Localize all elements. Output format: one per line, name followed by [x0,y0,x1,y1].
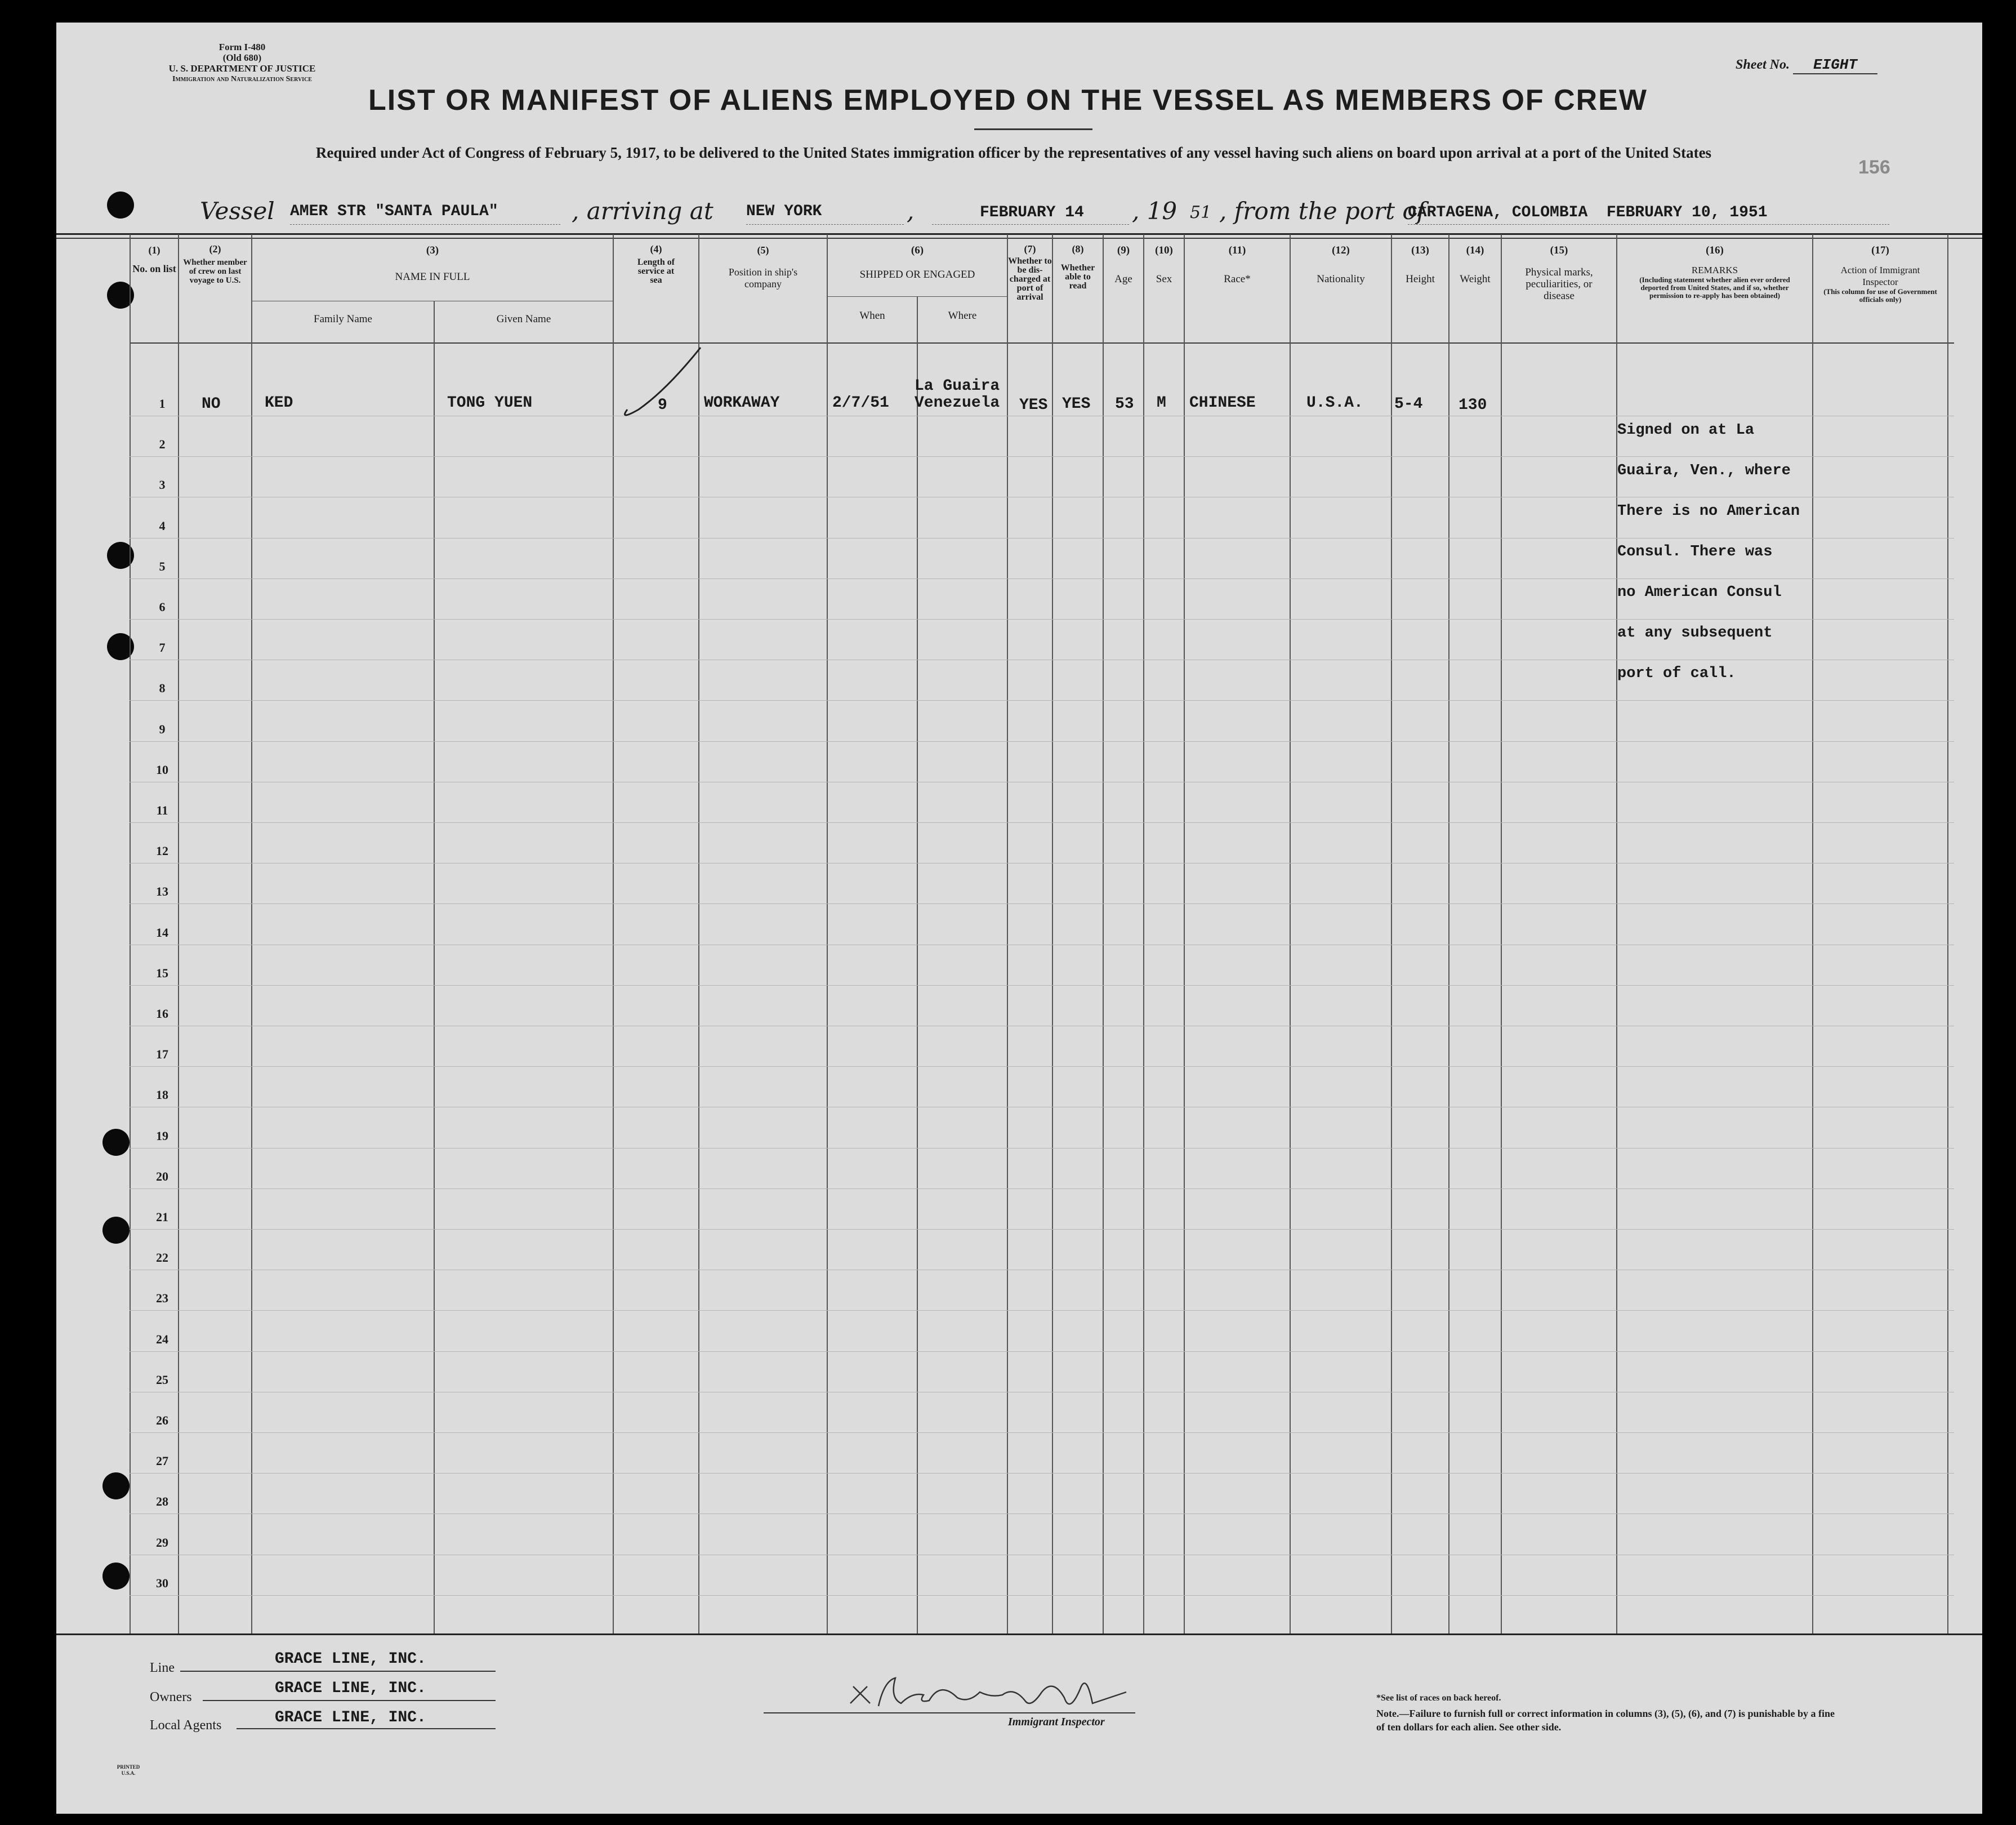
table-top-border [56,233,1982,235]
column-divider [1143,234,1144,1633]
column-divider [1391,234,1392,1633]
agents-label: Local Agents [150,1718,222,1733]
column-divider [251,234,252,1633]
row-number: 27 [156,1454,168,1468]
punch-hole [107,192,134,219]
races-note: *See list of races on back hereof. [1376,1693,1501,1703]
date-underline [932,224,1129,225]
column-divider [434,301,435,1633]
vessel-underline [290,224,560,225]
arriving-underline [746,224,904,225]
row-number: 15 [156,965,168,980]
column-divider [1007,234,1008,1633]
sheet-value: EIGHT [1793,56,1877,74]
row-rule [130,1310,1954,1311]
year-suffix: 51 [1190,203,1212,222]
row-number: 11 [156,803,168,817]
sheet-number [1736,56,1877,74]
inspector-label: Immigrant Inspector [1008,1716,1105,1728]
col-11-header: (11) Race* [1224,244,1251,285]
sheet-label: Sheet No. [1736,57,1790,72]
date-separator: , [907,197,915,225]
weight-value: 130 [1459,397,1487,414]
year-prefix: , 19 [1132,197,1178,225]
row-rule [130,985,1954,986]
port-underline [1408,224,1889,225]
length-of-service-value: 9 [658,397,667,414]
arriving-label: , arriving at [572,197,713,225]
shipped-where-line-1: La Guaira [915,377,1000,395]
column-divider [827,234,828,1633]
arriving-port: NEW YORK [746,203,822,220]
col-13-header: (13) Height [1406,244,1435,285]
nationality-value: U.S.A. [1306,394,1363,412]
col-8-header: (8) Whether able to read [1060,243,1095,291]
row-number: 1 [159,397,166,411]
row-number: 6 [159,600,166,614]
line-label: Line [150,1661,175,1675]
col-16-header: (16) REMARKS (Including statement whether alien ever ordered deported from United States, and if so, whether permission to re-apply has been obtained) [1639,244,1790,300]
row-rule [130,1473,1954,1474]
col-10-header: (10) Sex [1155,244,1173,285]
row-rule [130,822,1954,823]
col-12-header: (12) Nationality [1317,244,1365,285]
table-bottom-border [56,1633,1982,1635]
row-number: 12 [156,844,168,858]
row-number: 10 [156,762,168,777]
row-number: 21 [156,1210,168,1224]
row-rule [130,903,1954,904]
row-number: 22 [156,1250,168,1265]
row-number: 9 [159,722,166,736]
row-number: 24 [156,1332,168,1346]
row-rule [130,1595,1954,1596]
row-number: 4 [159,518,166,533]
col-2-header: (2) Whether member of crew on last voyage to U.S. [183,243,247,285]
table-right-border [1947,234,1948,1633]
col-15-header: (15) Physical marks, peculiarities, or disease [1525,244,1593,302]
row-number: 19 [156,1128,168,1143]
departure-port: CARTAGENA, COLOMBIA FEBRUARY 10, 1951 [1408,204,1768,221]
owners-label: Owners [150,1690,192,1704]
form-department: U. S. DEPARTMENT OF JUSTICE [168,63,316,74]
column-divider [178,234,179,1633]
col-14-header: (14) Weight [1460,244,1491,285]
shipped-where-line-2: Venezuela [915,394,1000,412]
from-port-label: , from the port of [1219,197,1426,225]
row-number: 26 [156,1413,168,1427]
printer-mark: PRINTED U.S.A. [117,1764,140,1776]
last-voyage-value: NO [202,395,221,413]
row-number: 18 [156,1088,168,1102]
table-top-border-2 [56,238,1982,239]
col-6-header: (6) SHIPPED OR ENGAGED [859,244,975,281]
row-rule [130,741,1954,742]
able-to-read-value: YES [1062,395,1091,413]
row-number: 2 [159,437,166,452]
age-value: 53 [1115,395,1134,413]
column-divider [1184,234,1185,1633]
owners-value: GRACE LINE, INC. [275,1680,426,1697]
page-title: LIST OR MANIFEST OF ALIENS EMPLOYED ON THE VESSEL AS MEMBERS OF CREW [368,84,1648,117]
form-number: Form I-480 [218,42,266,52]
column-divider [698,234,699,1633]
form-identifier [130,42,355,84]
title-underline [974,128,1092,130]
agents-underline [237,1728,496,1729]
row-number: 16 [156,1007,168,1021]
remarks-value: Signed on at La Guaira, Ven., where There is no American Consul. There was no American Consul at any subsequent port of call. [1617,422,1800,682]
column-divider [1448,234,1449,1633]
shipped-when-value: 2/7/51 [832,394,889,412]
col-9-header: (9) Age [1114,244,1132,285]
row-number: 17 [156,1047,168,1062]
row-rule [130,1066,1954,1067]
col-17-header: (17) Action of Immigrant Inspector (This column for use of Government officials only) [1823,244,1937,304]
row-number: 23 [156,1291,168,1306]
family-name-header: Family Name [314,313,372,325]
column-divider [613,234,614,1633]
family-name-value: KED [265,394,293,412]
header-bottom-border [130,342,1954,344]
column-divider [1501,234,1502,1633]
punch-hole [102,1472,130,1499]
col-5-header: (5) Position in ship's company [728,244,798,290]
height-value: 5-4 [1394,395,1423,413]
shipped-where-header: Where [948,310,977,322]
position-value: WORKAWAY [704,394,780,412]
punch-hole [102,1129,130,1156]
row-number: 29 [156,1535,168,1550]
row-number: 7 [159,640,166,655]
arrival-date: FEBRUARY 14 [980,204,1084,221]
discharged-value: YES [1019,397,1048,414]
punch-hole [102,1563,130,1590]
row-number: 20 [156,1169,168,1183]
penalty-note: Note.—Failure to furnish full or correct information in columns (3), (5), (6), and (7) is punishable by a fine of ten dollars for each alien. See other side. [1376,1708,1835,1733]
given-name-value: TONG YUEN [447,394,533,412]
column-divider [1812,234,1813,1633]
row-rule [130,1148,1954,1149]
row-number: 14 [156,925,168,940]
row-number: 28 [156,1494,168,1509]
col-4-header: (4) Length of service at sea [637,243,675,285]
row-number: 30 [156,1575,168,1590]
row-number: 13 [156,884,168,899]
row-number: 3 [159,478,166,492]
page-subtitle: Required under Act of Congress of February 5, 1917, to be delivered to the United States immigration officer by the representatives of any vessel having such aliens on board upon arrival at a port of the United States [315,144,1712,161]
table-left-border [130,234,131,1633]
line-underline [180,1671,496,1672]
shipped-when-header: When [859,310,885,322]
form-old-number: (Old 680) [222,52,262,63]
sex-value: M [1157,394,1166,412]
col-1-header: (1) No. on list [132,244,176,274]
punch-hole [102,1217,130,1244]
column-divider [1103,234,1104,1633]
line-value: GRACE LINE, INC. [275,1650,426,1668]
row-number: 8 [159,681,166,696]
vessel-label: Vessel [200,197,275,225]
given-name-header: Given Name [496,313,551,325]
column-divider [1290,234,1291,1633]
inspector-signature-line [764,1712,1135,1713]
vessel-name: AMER STR "SANTA PAULA" [290,203,498,220]
form-service: Immigration and Naturalization Service [172,75,312,83]
row-rule [130,1351,1954,1352]
row-number: 25 [156,1372,168,1387]
vessel-line [200,197,1889,231]
agents-value: GRACE LINE, INC. [275,1709,426,1726]
row-number: 5 [159,559,166,573]
col-3-header: (3) NAME IN FULL [395,244,470,283]
row-rule [130,1432,1954,1433]
row-rule [130,1229,1954,1230]
col-7-header: (7) Whether to be dis-charged at port of arrival [1008,243,1052,302]
stamped-page-number: 156 [1858,157,1890,178]
owners-underline [203,1700,496,1701]
column-divider [1052,234,1053,1633]
race-value: CHINESE [1189,394,1256,412]
